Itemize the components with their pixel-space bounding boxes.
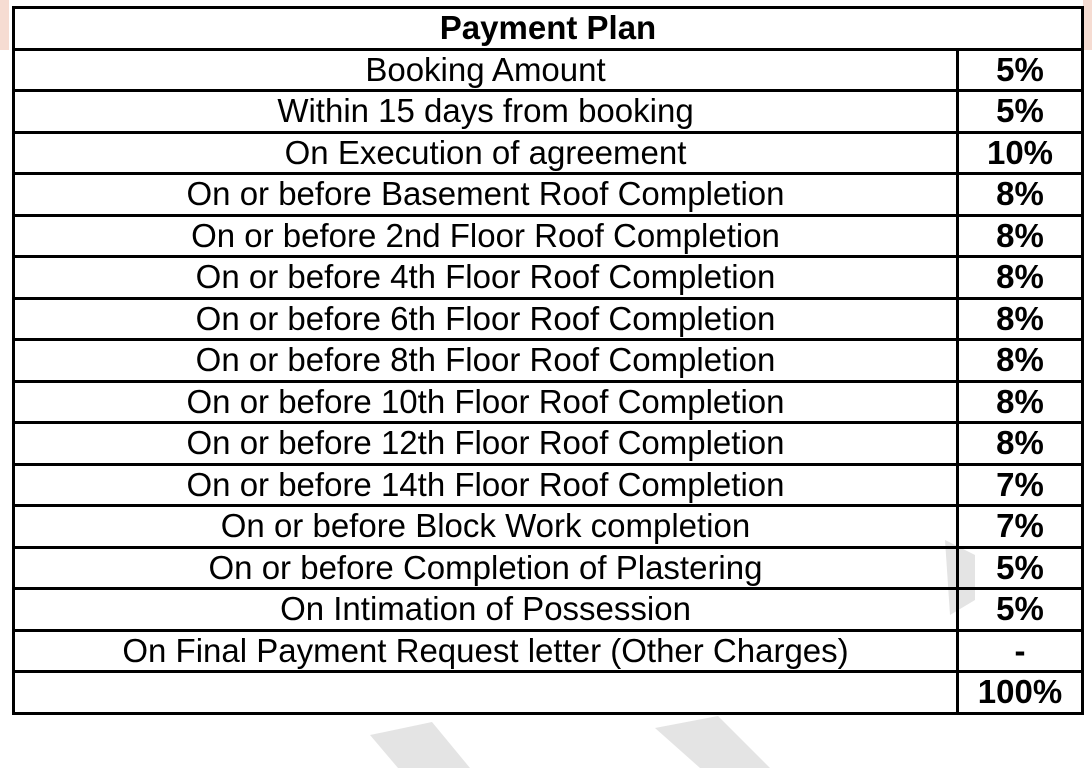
table-title: Payment Plan	[14, 8, 1083, 50]
stage-cell: On or before 12th Floor Roof Completion	[14, 423, 958, 465]
stage-cell: On or before 6th Floor Roof Completion	[14, 298, 958, 340]
percent-cell: 5%	[958, 589, 1083, 631]
stage-cell: On or before 14th Floor Roof Completion	[14, 464, 958, 506]
total-row	[14, 672, 1083, 714]
payment-plan-table	[12, 6, 1084, 715]
percent-cell: 8%	[958, 174, 1083, 216]
stage-cell: On or before Completion of Plastering	[14, 547, 958, 589]
stage-cell: Within 15 days from booking	[14, 91, 958, 133]
table-row	[14, 464, 1083, 506]
stage-cell: On or before 2nd Floor Roof Completion	[14, 215, 958, 257]
table-row	[14, 174, 1083, 216]
table-row	[14, 381, 1083, 423]
stage-cell: On Execution of agreement	[14, 132, 958, 174]
stage-cell: On or before Block Work completion	[14, 506, 958, 548]
table-row	[14, 215, 1083, 257]
percent-cell: 7%	[958, 464, 1083, 506]
stage-cell: On or before Basement Roof Completion	[14, 174, 958, 216]
total-percent: 100%	[958, 672, 1083, 714]
percent-cell: 5%	[958, 91, 1083, 133]
percent-cell: 5%	[958, 547, 1083, 589]
percent-cell: -	[958, 630, 1083, 672]
table-row	[14, 257, 1083, 299]
percent-cell: 8%	[958, 381, 1083, 423]
percent-cell: 8%	[958, 257, 1083, 299]
edge-tint-left	[0, 0, 9, 50]
table-row	[14, 49, 1083, 91]
total-label	[14, 672, 958, 714]
table-row	[14, 132, 1083, 174]
percent-cell: 8%	[958, 340, 1083, 382]
table-row	[14, 298, 1083, 340]
table-row	[14, 630, 1083, 672]
percent-cell: 8%	[958, 423, 1083, 465]
percent-cell: 10%	[958, 132, 1083, 174]
percent-cell: 8%	[958, 215, 1083, 257]
table-row	[14, 506, 1083, 548]
table-row	[14, 91, 1083, 133]
edge-tint-right	[1083, 0, 1092, 50]
percent-cell: 5%	[958, 49, 1083, 91]
table-row	[14, 340, 1083, 382]
stage-cell: On Intimation of Possession	[14, 589, 958, 631]
table-row	[14, 423, 1083, 465]
stage-cell: On Final Payment Request letter (Other Charges)	[14, 630, 958, 672]
table-header-row	[14, 8, 1083, 50]
stage-cell: On or before 10th Floor Roof Completion	[14, 381, 958, 423]
stage-cell: On or before 4th Floor Roof Completion	[14, 257, 958, 299]
stage-cell: On or before 8th Floor Roof Completion	[14, 340, 958, 382]
table-body	[14, 49, 1083, 713]
table-row	[14, 589, 1083, 631]
table-row	[14, 547, 1083, 589]
percent-cell: 7%	[958, 506, 1083, 548]
stage-cell: Booking Amount	[14, 49, 958, 91]
percent-cell: 8%	[958, 298, 1083, 340]
